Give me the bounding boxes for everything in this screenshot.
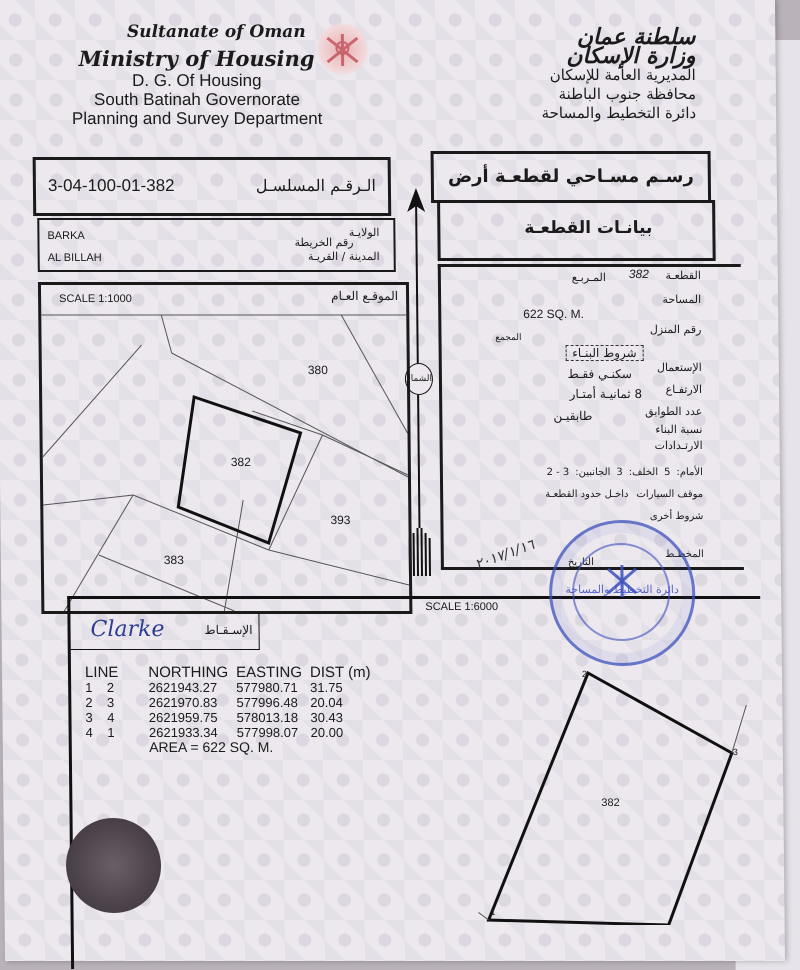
northing-cell: 2621933.34	[149, 725, 237, 740]
document-title: رسـم مسـاحي لقطعـة أرض	[448, 166, 694, 187]
parcel-383: 383	[164, 553, 184, 567]
department-name: Planning and Survey Department	[32, 109, 362, 128]
area-value: 622 SQ. M.	[523, 307, 584, 321]
projected-plot	[476, 665, 759, 925]
col-northing: NORTHING	[148, 665, 236, 680]
setbacks-row	[546, 467, 702, 478]
header-arabic	[435, 28, 696, 123]
other-conditions-label: شروط أخرى	[650, 511, 704, 522]
town-label: المدينة / القريـة	[308, 250, 380, 263]
northing-cell: 2621943.27	[148, 680, 236, 695]
line-from: 3	[85, 710, 92, 725]
ar-governorate: محافظة جنوب الباطنة	[436, 85, 696, 104]
header-english	[31, 22, 362, 128]
country-name: Sultanate of Oman	[71, 22, 361, 42]
corner-1: 1	[490, 907, 495, 917]
stamp-text: دائرة التخطيط والمساحة	[552, 583, 692, 596]
col-line: LINE	[85, 665, 149, 680]
ratio-label: نسبة البناء	[655, 423, 702, 436]
floors-label: عدد الطوابق	[645, 405, 702, 418]
easting-cell: 577996.48	[236, 695, 310, 710]
plot-data-header-box	[437, 200, 716, 261]
title-box	[431, 151, 712, 203]
ar-dg: المديرية العامة للإسكان	[436, 66, 696, 85]
parcel-382: 382	[231, 455, 251, 469]
serial-box	[33, 157, 392, 216]
use-value: سكنـي فقـط	[567, 367, 632, 381]
back-value: 3	[616, 467, 622, 478]
date-label: التاريخ	[568, 557, 594, 568]
plot-info-box	[438, 264, 744, 570]
line-from: 2	[85, 695, 92, 710]
front-value: 5	[664, 467, 670, 478]
parcel-393: 393	[330, 513, 350, 527]
dist-cell: 31.75	[310, 680, 379, 695]
projection-scale: SCALE 1:6000	[425, 601, 498, 613]
area-total: AREA = 622 SQ. M.	[149, 740, 379, 755]
line-to: 2	[107, 680, 114, 695]
parking-value: داخـل حدود القطعـة	[545, 489, 628, 500]
ar-ministry: وزارة الإسكان	[435, 47, 695, 66]
line-to: 4	[107, 710, 114, 725]
house-no-label: رقم المنزل	[650, 323, 702, 336]
location-box	[37, 218, 396, 272]
official-stamp-icon	[548, 520, 696, 666]
sides-label: الجانبين:	[575, 467, 610, 478]
site-plan-drawing	[41, 285, 409, 611]
dist-cell: 20.00	[311, 725, 380, 740]
oman-emblem-icon	[315, 22, 370, 76]
dg-name: D. G. Of Housing	[32, 71, 362, 90]
embossed-seal-icon	[66, 818, 162, 913]
town-value: AL BILLAH	[48, 252, 102, 264]
site-plan-box	[38, 282, 412, 614]
area-row	[86, 740, 380, 755]
projected-plot-label: 382	[601, 797, 619, 809]
date-value: ٢٠١٧/١/١٦	[473, 537, 537, 573]
serial-number: 3-04-100-01-382	[48, 176, 175, 196]
wilayat-label: الولايـة	[349, 226, 380, 239]
col-easting: EASTING	[236, 665, 310, 680]
easting-cell: 578013.18	[236, 710, 310, 725]
serial-label: الـرقـم المسلسـل	[256, 176, 376, 195]
northing-cell: 2621959.75	[149, 710, 237, 725]
square-label: المـربـع	[572, 271, 606, 284]
coordinates-header-row	[85, 665, 379, 680]
governorate-name: South Batinah Governorate	[32, 90, 362, 109]
height-value: 8 ثمانيـة أمتـار	[570, 387, 643, 401]
building-conditions: شروط البنـاء	[565, 345, 644, 361]
map-number-label: رقم الخريطة	[294, 236, 353, 249]
ar-country: سلطنة عمان	[435, 28, 695, 47]
floors-value: طابقيـن	[553, 409, 592, 423]
easting-cell: 577998.07	[237, 725, 311, 740]
complex-label: المجمع	[495, 333, 521, 343]
line-to: 3	[107, 695, 114, 710]
planner-label: المخطـط	[665, 549, 704, 560]
plot-label: القطعـة	[665, 269, 701, 282]
corner-2: 2	[582, 669, 587, 679]
projection-header	[70, 613, 259, 650]
plot-number: 382	[629, 267, 649, 281]
coordinates-table	[85, 665, 379, 755]
parking-row	[545, 489, 703, 500]
signature: Clarke	[90, 617, 164, 642]
line-to: 1	[107, 725, 114, 740]
plot-data-title: بيانـات القطعـة	[524, 218, 652, 238]
site-label: الموقـع العـام	[331, 289, 398, 303]
area-label: المساحة	[662, 293, 701, 306]
setbacks-label: الارتـدادات	[654, 439, 702, 452]
col-dist: DIST (m)	[310, 665, 379, 680]
parking-label: موقف السيارات	[636, 489, 703, 500]
table-row	[85, 710, 379, 725]
table-row	[85, 695, 379, 710]
ar-department: دائرة التخطيط والمساحة	[436, 104, 696, 123]
back-label: الخلف:	[629, 467, 658, 478]
corner-3: 3	[733, 747, 738, 757]
northing-cell: 2621970.83	[149, 695, 237, 710]
dist-cell: 30.43	[310, 710, 379, 725]
projection-label: الإسـقـاط	[204, 623, 252, 637]
dist-cell: 20.04	[310, 695, 379, 710]
line-from: 4	[86, 725, 93, 740]
front-label: الأمام:	[676, 467, 703, 478]
wilayat-value: BARKA	[47, 230, 84, 242]
line-from: 1	[85, 680, 92, 695]
easting-cell: 577980.71	[236, 680, 310, 695]
site-scale: SCALE 1:1000	[59, 293, 132, 305]
sides-value: 3 - 2	[546, 467, 569, 478]
parcel-380: 380	[308, 363, 328, 377]
table-row	[85, 680, 379, 695]
use-label: الإستعمال	[657, 361, 702, 374]
table-row	[86, 725, 380, 740]
height-label: الارتفـاع	[666, 383, 703, 396]
ministry-name: Ministry of Housing	[31, 46, 361, 71]
north-label: الشمال	[405, 363, 433, 395]
